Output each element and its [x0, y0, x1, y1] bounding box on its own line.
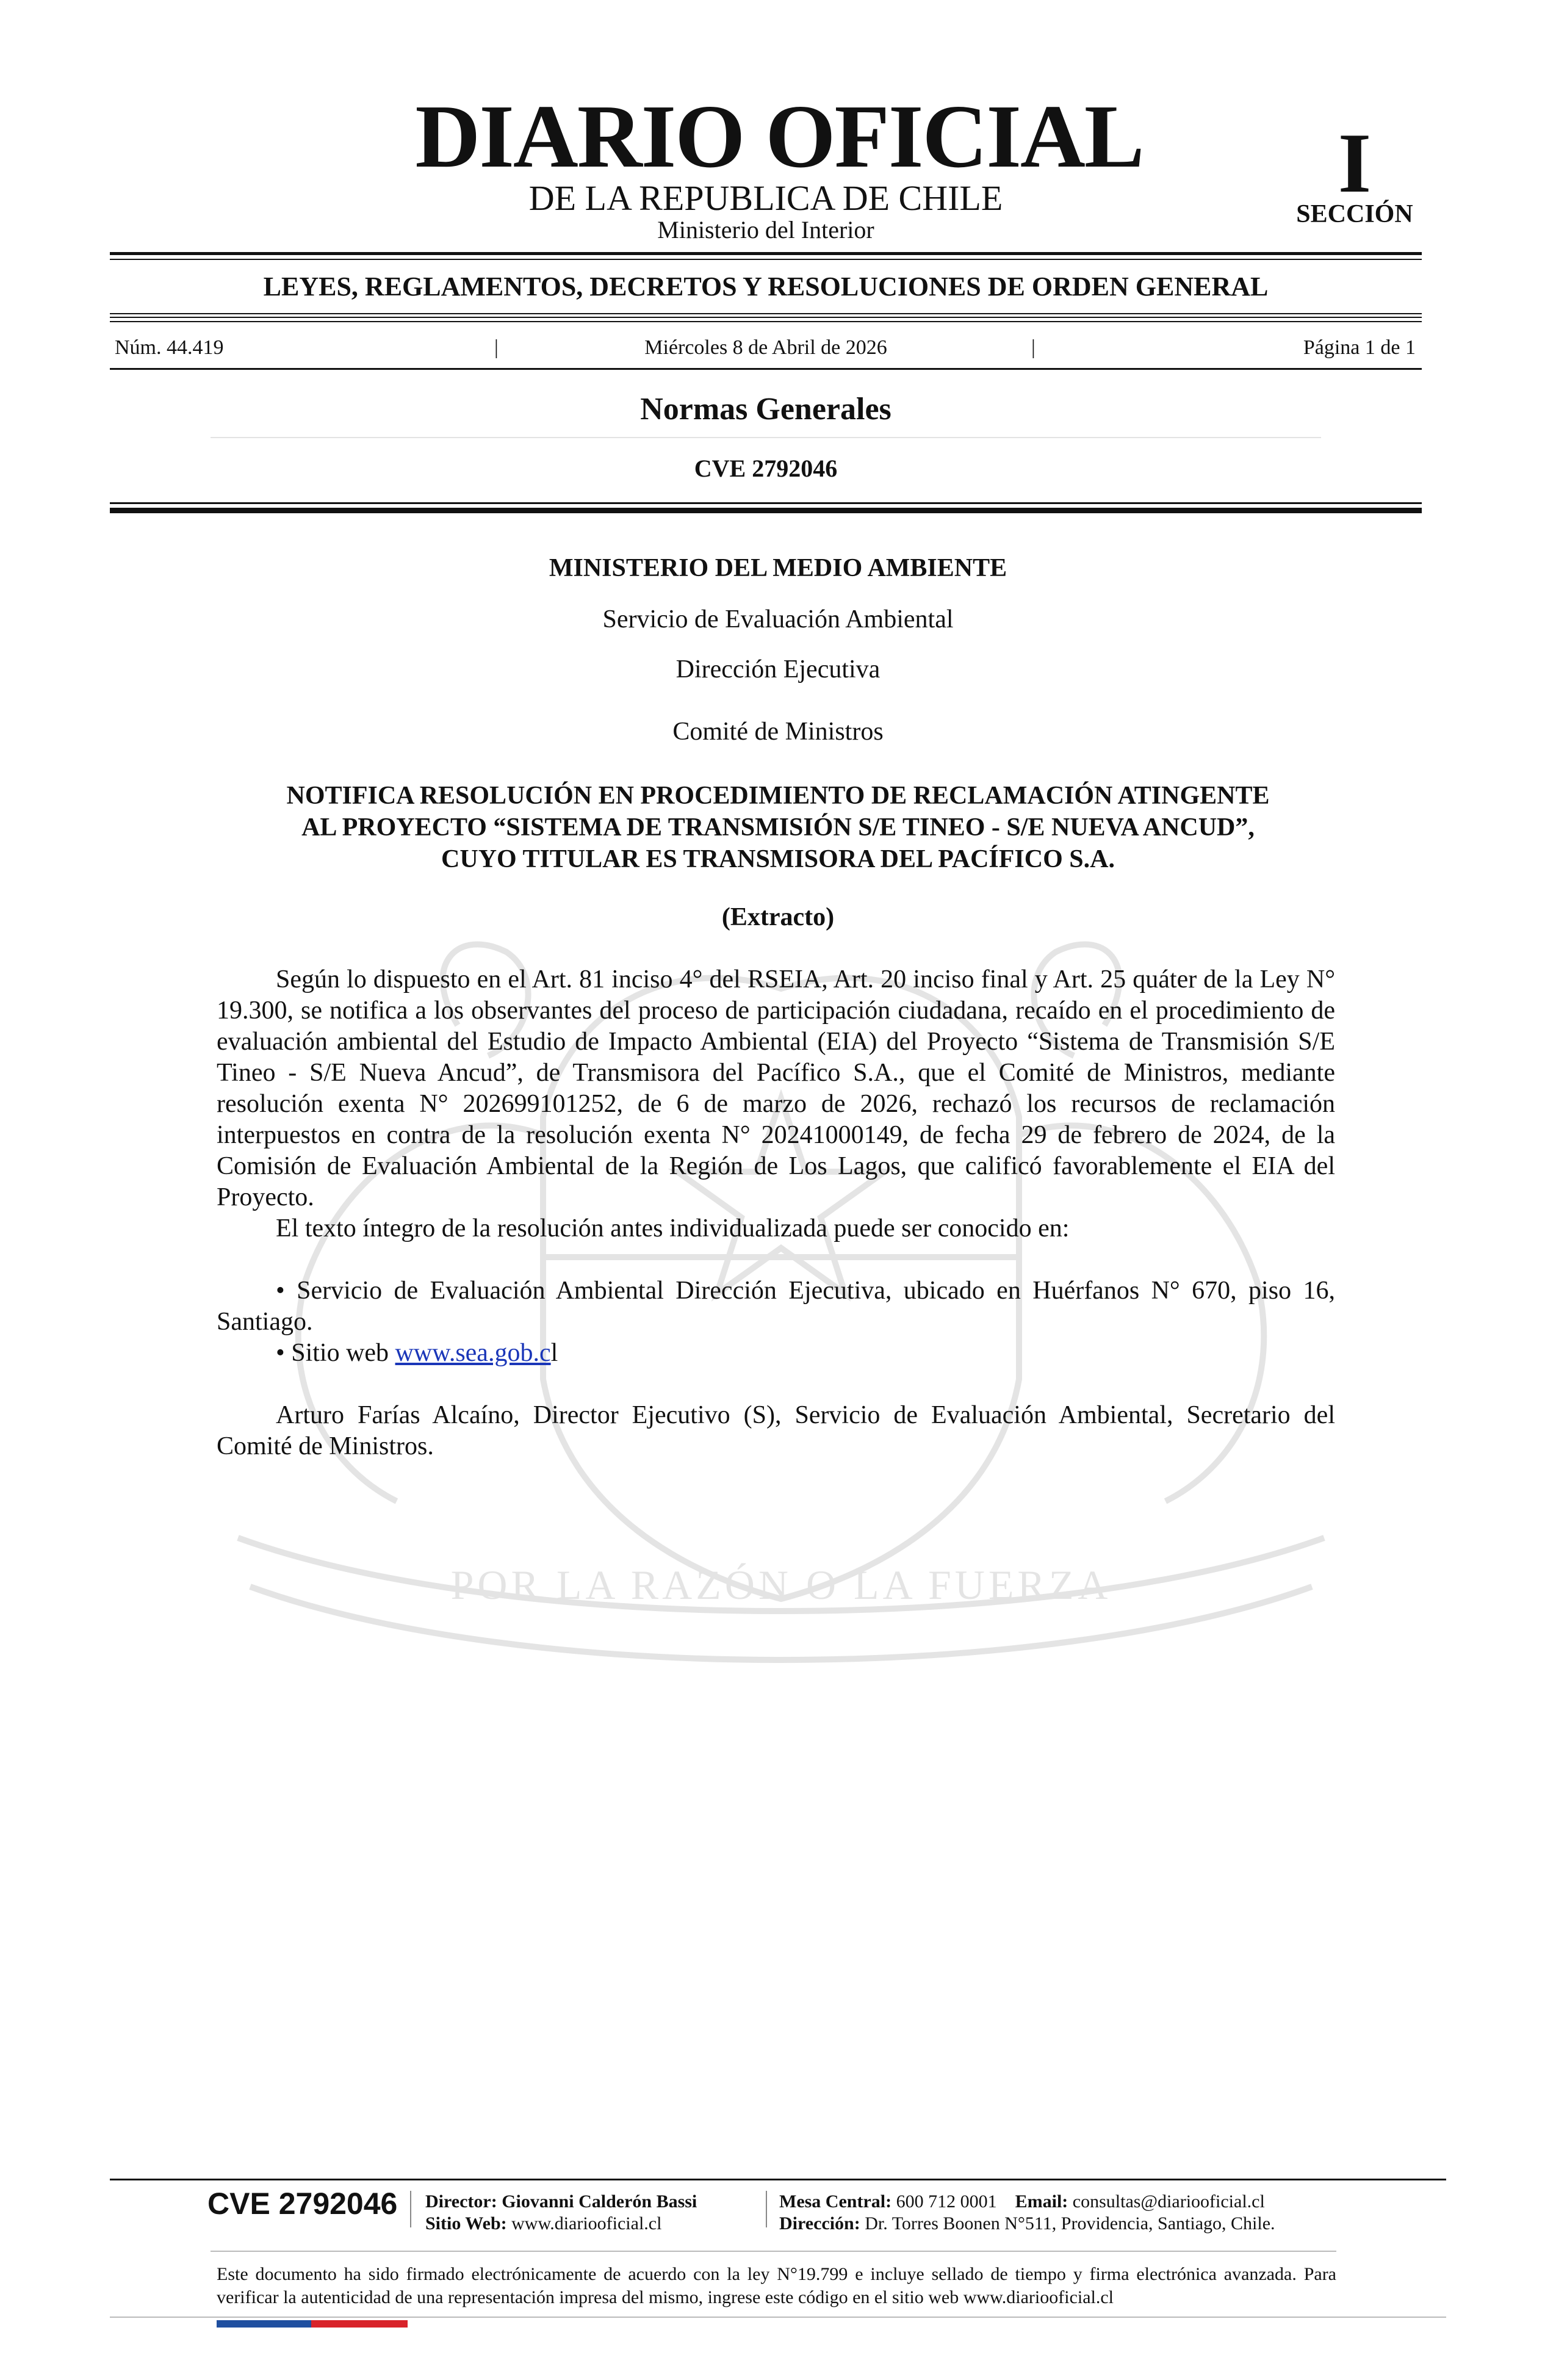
body-paragraph-1: Según lo dispuesto en el Art. 81 inciso 4° del RSEIA, Art. 20 inciso final y Art. 25 quáter de la Ley N° 19.300, se notifica a los observantes del proceso de participación ciudadana, recaído en el procedimiento de evaluación ambiental del Estudio de Impacto Ambiental (EIA) del Proyecto “Sistema de Transmisión S/E Tineo - S/E Nueva Ancud”, de Transmisora del Pacífico S.A., que el Comité de Ministros, mediante resolución exenta N° 202699101252, de 6 de marzo de 2026, rechazó los recursos de reclamación interpuestos en contra de la resolución exenta N° 20241000149, de fecha 29 de febrero de 2024, de la Comisión de Evaluación Ambiental de la Región de Los Lagos, que calificó favorablemente el EIA del Proyecto.: [217, 965, 1335, 1211]
banner-rule-3: [110, 321, 1422, 322]
cve-code: CVE 2792046: [694, 455, 838, 482]
header-rule-1: [110, 502, 1422, 504]
section-label: SECCIÓN: [1296, 200, 1413, 228]
footer-divider-1: [410, 2191, 411, 2227]
issue-number: Núm. 44.419: [115, 336, 224, 359]
section-numeral: I: [1338, 116, 1372, 211]
section-title: Normas Generales: [640, 392, 891, 427]
footer-cve-code: CVE 2792046: [207, 2187, 398, 2221]
director-value: Giovanni Calderón Bassi: [502, 2191, 697, 2212]
notice-title: [201, 780, 1355, 875]
direction-heading: Dirección Ejecutiva: [675, 655, 881, 683]
masthead-rule-top: [110, 252, 1422, 255]
footer-divider-2: [766, 2191, 767, 2227]
masthead-subtitle: DE LA REPUBLICA DE CHILE: [528, 178, 1003, 218]
footer-rule-top: [110, 2179, 1446, 2180]
email-value: consultas@diariooficial.cl: [1072, 2191, 1265, 2212]
signature-paragraph: Arturo Farías Alcaíno, Director Ejecutivo (S), Servicio de Evaluación Ambiental, Secretario del Comité de Ministros.: [217, 1401, 1335, 1460]
bullet-item-website: [217, 1338, 1335, 1369]
email-label: Email:: [1015, 2191, 1068, 2212]
masthead-ministry: Ministerio del Interior: [657, 216, 874, 243]
footer-rule-bottom: [110, 2317, 1446, 2318]
director-label: Director:: [425, 2191, 497, 2212]
phone-value: 600 712 0001: [896, 2191, 997, 2212]
ministry-heading: MINISTERIO DEL MEDIO AMBIENTE: [549, 554, 1007, 582]
flag-stripe-red: [311, 2320, 408, 2328]
issue-date: Miércoles 8 de Abril de 2026: [644, 336, 887, 359]
issue-separator-2: |: [1031, 336, 1036, 359]
notice-title-line-3: CUYO TITULAR ES TRANSMISORA DEL PACÍFICO S.A.: [441, 845, 1115, 873]
issue-page: Página 1 de 1: [1303, 336, 1416, 359]
address-label: Dirección:: [779, 2213, 860, 2234]
banner-rule-1: [110, 313, 1422, 314]
bullet-website-prefix: • Sitio web: [276, 1339, 395, 1367]
phone-label: Mesa Central:: [779, 2191, 892, 2212]
website-value: www.diariooficial.cl: [511, 2213, 662, 2234]
bullet-website-suffix: l: [550, 1339, 558, 1367]
meta-rule: [110, 368, 1422, 370]
body-paragraph-2: El texto íntegro de la resolución antes individualizada puede ser conocido en:: [276, 1214, 1070, 1242]
footer-disclaimer: Este documento ha sido firmado electrónicamente de acuerdo con la ley N°19.799 e incluye sellado de tiempo y firma electrónica avanzada. Para verificar la autenticidad de una representación impresa del mismo, ingrese este código en el sitio web www.diariooficial.cl: [217, 2264, 1336, 2307]
issue-separator-1: |: [494, 336, 499, 359]
header-rule-2: [110, 508, 1422, 513]
section-title-rule: [211, 437, 1321, 438]
flag-stripe-blue: [217, 2320, 311, 2328]
notice-title-line-2: AL PROYECTO “SISTEMA DE TRANSMISIÓN S/E TINEO - S/E NUEVA ANCUD”,: [301, 813, 1255, 842]
masthead-title: DIARIO OFICIAL: [415, 87, 1144, 187]
footer-contact-block: [779, 2191, 1275, 2235]
committee-heading: Comité de Ministros: [672, 718, 884, 746]
bullet-item-sea-office: • Servicio de Evaluación Ambiental Dirección Ejecutiva, ubicado en Huérfanos N° 670, piso 16, Santiago.: [217, 1277, 1335, 1336]
footer-director-block: [425, 2191, 697, 2235]
watermark-motto: POR LA RAZÓN O LA FUERZA: [450, 1562, 1112, 1608]
masthead-rule-bottom: [110, 259, 1422, 260]
extract-label: (Extracto): [721, 903, 835, 931]
banner-rule-2: [110, 317, 1422, 318]
notice-title-line-1: NOTIFICA RESOLUCIÓN EN PROCEDIMIENTO DE RECLAMACIÓN ATINGENTE: [286, 782, 1270, 810]
address-value: Dr. Torres Boonen N°511, Providencia, Santiago, Chile.: [865, 2213, 1275, 2234]
sea-website-link[interactable]: www.sea.gob.c: [395, 1339, 551, 1367]
footer-rule-middle: [211, 2251, 1336, 2252]
website-label: Sitio Web:: [425, 2213, 507, 2234]
service-heading: Servicio de Evaluación Ambiental: [602, 605, 954, 633]
section-banner: LEYES, REGLAMENTOS, DECRETOS Y RESOLUCIONES DE ORDEN GENERAL: [263, 272, 1269, 301]
